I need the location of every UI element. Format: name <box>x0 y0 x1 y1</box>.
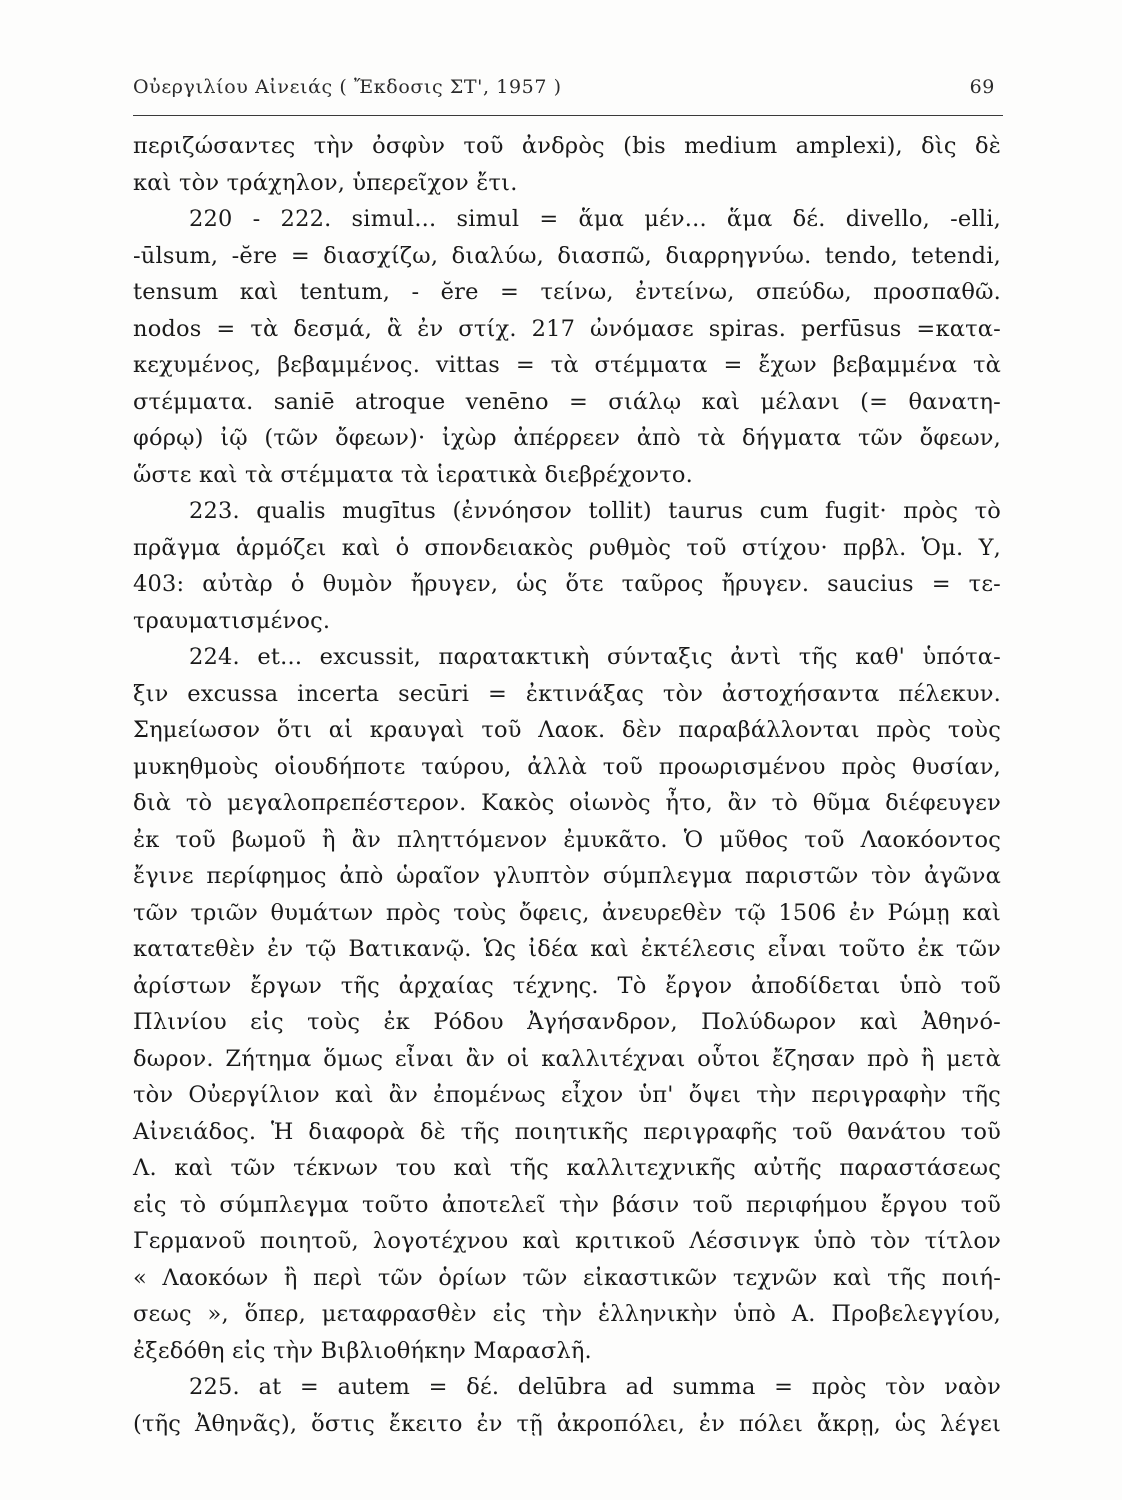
text-line: tensum καὶ tentum, - ĕre = τείνω, ἐντείνω, σπεύδω, προσπαθῶ. <box>133 279 1001 305</box>
text-line: 224. et... excussit, παρατακτικὴ σύνταξις ἀντὶ τῆς καθ' ὑπότα- <box>189 644 1001 670</box>
text-line: ἀρίστων ἔργων τῆς ἀρχαίας τέχνης. Τὸ ἔργον ἀποδίδεται ὑπὸ τοῦ <box>133 972 1001 999</box>
text-line: nodos = τὰ δεσμά, ἃ ἐν στίχ. 217 ὠνόμασε spiras. perfūsus =κατα- <box>133 315 1001 342</box>
page-number: 69 <box>969 76 995 98</box>
text-line: 223. qualis mugītus (ἐννόησον tollit) taurus cum fugit· πρὸς τὸ <box>189 498 1001 524</box>
text-line: δωρον. Ζήτημα ὅμως εἶναι ἂν οἱ καλλιτέχναι οὗτοι ἔζησαν πρὸ ἢ μετὰ <box>133 1045 1001 1072</box>
header-rule <box>133 115 1003 116</box>
text-line: τὸν Οὐεργίλιον καὶ ἂν ἐπομένως εἶχον ὑπ' ὄψει τὴν περιγραφὴν τῆς <box>133 1082 1001 1108</box>
text-line: σεως », ὅπερ, μεταφρασθὲν εἰς τὴν ἑλληνικὴν ὑπὸ Α. Προβελεγγίου, <box>133 1301 1001 1327</box>
commentary-body <box>133 128 1001 1442</box>
text-line: ἐκ τοῦ βωμοῦ ἢ ἂν πληττόμενον ἐμυκᾶτο. Ὁ μῦθος τοῦ Λαοκόοντος <box>133 826 1001 853</box>
text-line: ξιν excussa incerta secūri = ἐκτινάξας τὸν ἀστοχήσαντα πέλεκυν. <box>133 680 1001 707</box>
text-line: πρᾶγμα ἁρμόζει καὶ ὁ σπονδειακὸς ρυθμὸς τοῦ στίχου· πρβλ. Ὁμ. Υ, <box>133 534 1001 561</box>
text-line: Αἰνειάδος. Ἡ διαφορὰ δὲ τῆς ποιητικῆς περιγραφῆς τοῦ θανάτου τοῦ <box>133 1118 1001 1145</box>
text-line: τραυματισμένος. <box>133 607 331 634</box>
text-line: περιζώσαντες τὴν ὀσφὺν τοῦ ἀνδρὸς (bis medium amplexi), δὶς δὲ <box>133 133 1001 159</box>
text-line: 220 - 222. simul... simul = ἅμα μέν... ἅμα δέ. divello, -elli, <box>189 206 1001 232</box>
text-line: μυκηθμοὺς οἱουδήποτε ταύρου, ἀλλὰ τοῦ προωρισμένου πρὸς θυσίαν, <box>133 753 1001 780</box>
text-line: 225. at = autem = δέ. delūbra ad summa = πρὸς τὸν ναὸν <box>189 1374 1001 1400</box>
text-line: ἔγινε περίφημος ἀπὸ ὡραῖον γλυπτὸν σύμπλεγμα παριστῶν τὸν ἀγῶνα <box>133 863 1001 889</box>
text-line: Σημείωσον ὅτι αἱ κραυγαὶ τοῦ Λαοκ. δὲν παραβάλλονται πρὸς τοὺς <box>133 717 1001 743</box>
text-line: 403: αὐτὰρ ὁ θυμὸν ἤρυγεν, ὡς ὅτε ταῦρος ἤρυγεν. saucius = τε- <box>133 571 1001 597</box>
text-line: -ūlsum, -ĕre = διασχίζω, διαλύω, διασπῶ, διαρρηγνύω. tendo, tetendi, <box>133 242 1001 269</box>
text-line: φόρῳ) ἰῷ (τῶν ὄφεων)· ἰχὼρ ἀπέρρεεν ἀπὸ τὰ δήγματα τῶν ὄφεων, <box>133 425 1001 451</box>
text-line: Λ. καὶ τῶν τέκνων του καὶ τῆς καλλιτεχνικῆς αὐτῆς παραστάσεως <box>133 1155 1001 1181</box>
running-header <box>133 76 1003 108</box>
text-line: καὶ τὸν τράχηλον, ὑπερεῖχον ἔτι. <box>133 169 518 196</box>
text-line: κεχυμένος, βεβαμμένος. vittas = τὰ στέμματα = ἔχων βεβαμμένα τὰ <box>133 352 1001 378</box>
text-line: ὥστε καὶ τὰ στέμματα τὰ ἱερατικὰ διεβρέχοντο. <box>133 461 693 488</box>
text-line: κατατεθὲν ἐν τῷ Βατικανῷ. Ὡς ἰδέα καὶ ἐκτέλεσις εἶναι τοῦτο ἐκ τῶν <box>133 936 1001 962</box>
text-line: στέμματα. saniē atroque venēno = σιάλῳ καὶ μέλανι (= θανατη- <box>133 388 1001 415</box>
text-line: « Λαοκόων ἢ περὶ τῶν ὁρίων τῶν εἰκαστικῶν τεχνῶν καὶ τῆς ποιή- <box>133 1264 1001 1291</box>
text-line: τῶν τριῶν θυμάτων πρὸς τοὺς ὄφεις, ἀνευρεθὲν τῷ 1506 ἐν Ρώμῃ καὶ <box>133 899 1001 926</box>
header-title: Οὐεργιλίου Αἰνειάς ( Ἔκδοσις ΣΤ', 1957 ) <box>133 76 562 98</box>
text-line: διὰ τὸ μεγαλοπρεπέστερον. Κακὸς οἰωνὸς ἦτο, ἂν τὸ θῦμα διέφευγεν <box>133 790 1001 816</box>
text-line: (τῆς Ἀθηνᾶς), ὅστις ἔκειτο ἐν τῇ ἀκροπόλει, ἐν πόλει ἄκρῃ, ὡς λέγει <box>133 1410 1001 1437</box>
text-line: ἐξεδόθη εἰς τὴν Βιβλιοθήκην Μαρασλῆ. <box>133 1337 592 1364</box>
text-line: Πλινίου εἰς τοὺς ἐκ Ρόδου Ἀγήσανδρον, Πολύδωρον καὶ Ἀθηνό- <box>133 1009 1001 1035</box>
text-line: Γερμανοῦ ποιητοῦ, λογοτέχνου καὶ κριτικοῦ Λέσσινγκ ὑπὸ τὸν τίτλον <box>133 1228 1001 1254</box>
text-line: εἰς τὸ σύμπλεγμα τοῦτο ἀποτελεῖ τὴν βάσιν τοῦ περιφήμου ἔργου τοῦ <box>133 1191 1001 1218</box>
